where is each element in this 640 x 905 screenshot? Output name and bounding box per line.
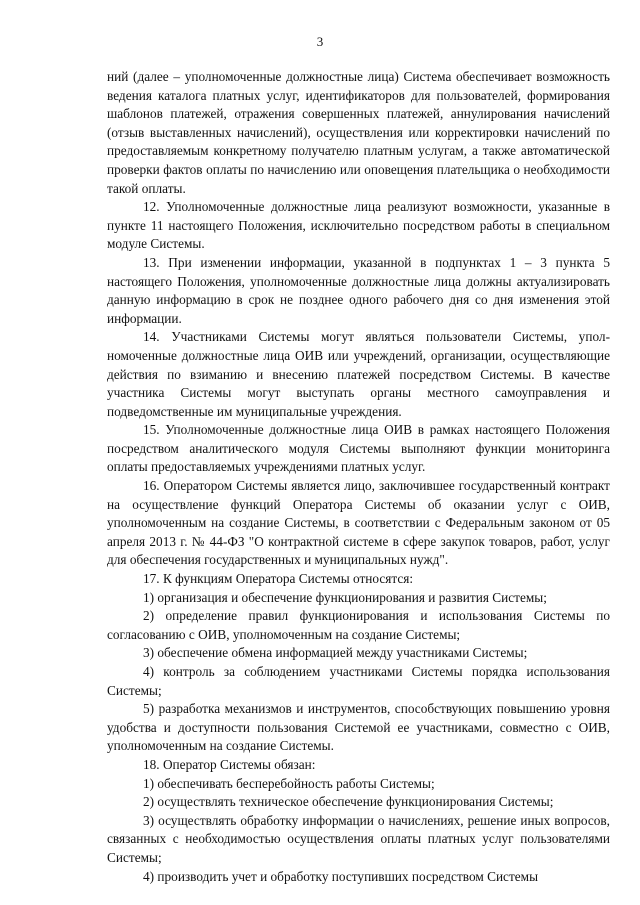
paragraph: 15. Уполномоченные должностные лица ОИВ в рамках настоящего Положения посредством аналитического модуля Системы выполняют функции мониторинга оплаты предоставляемых учреждениями платных услуг. — [107, 422, 610, 475]
paragraph: 2) осуществлять техническое обеспечение функционирования Системы; — [143, 794, 554, 810]
paragraph: 3) обеспечение обмена информацией между участниками Системы; — [143, 645, 528, 661]
paragraph: 5) разработка механизмов и инструментов, способствующих повышению уровня удобства и доступности пользования Системой ее участниками, совместно с ОИВ, уполномоченным на создание Системы. — [107, 701, 610, 754]
page-number: 3 — [316, 34, 324, 49]
paragraph: 16. Оператором Системы является лицо, заключившее государственный контракт на осуществление функций Оператора Системы об оказании услуг с ОИВ, уполномоченным на создание Системы, в соответствии с Федеральным законом от 05 апреля 2013 г. № 44-ФЗ "О контрактной системе в сфере закупок товаров, работ, услуг для обеспечения государственных и муниципальных нужд". — [107, 478, 610, 568]
paragraph: 1) организация и обеспечение функционирования и развития Системы; — [143, 589, 547, 605]
paragraph: 4) производить учет и обработку поступивших посредством Системы — [143, 868, 539, 884]
document-body — [107, 68, 610, 886]
paragraph: 17. К функциям Оператора Системы относятся: — [143, 571, 414, 587]
paragraph: 14. Участниками Системы могут являться пользователи Системы, уполномоченные должностные лица ОИВ или учреждений, организации, осуществляющие действия по взиманию и внесению платежей посредством Системы. В качестве участника Системы могут выступать органы местного самоуправления и подведомственные им муниципальные учреждения. — [107, 329, 610, 419]
paragraph: 4) контроль за соблюдением участниками Системы порядка использования Системы; — [107, 664, 610, 698]
paragraph: 18. Оператор Системы обязан: — [143, 756, 316, 772]
paragraph: 3) осуществлять обработку информации о начислениях, решение иных вопросов, связанных с необходимостью осуществления оплаты платных услуг пользователями Системы; — [107, 812, 610, 865]
paragraph: 2) определение правил функционирования и использования Системы по согласованию с ОИВ, уполномоченным на создание Системы; — [107, 608, 610, 642]
paragraph: 1) обеспечивать бесперебойность работы Системы; — [143, 775, 435, 791]
paragraph: ний (далее – уполномоченные должностные лица) Система обеспечивает возможность ведения каталога платных услуг, идентификаторов для пользователей, формирования шаблонов платежей, отражения совершенных платежей, аннулирования начислений (отзыв выставленных начислений), осуществления или корректировки начислений по предоставляемым конкретному получателю платным услугам, а также автоматической проверки фактов оплаты по начислению или оповещения плательщика о необходимости такой оплаты. — [107, 69, 610, 196]
paragraph: 12. Уполномоченные должностные лица реализуют возможности, указанные в пункте 11 настоящего Положения, исключительно посредством работы в специальном модуле Системы. — [107, 199, 610, 252]
paragraph: 13. При изменении информации, указанной в подпунктах 1 – 3 пункта 5 настоящего Положения, уполномоченные должностные лица должны актуализировать данную информацию в срок не позднее одного рабочего дня со дня изменения этой информации. — [107, 254, 610, 326]
